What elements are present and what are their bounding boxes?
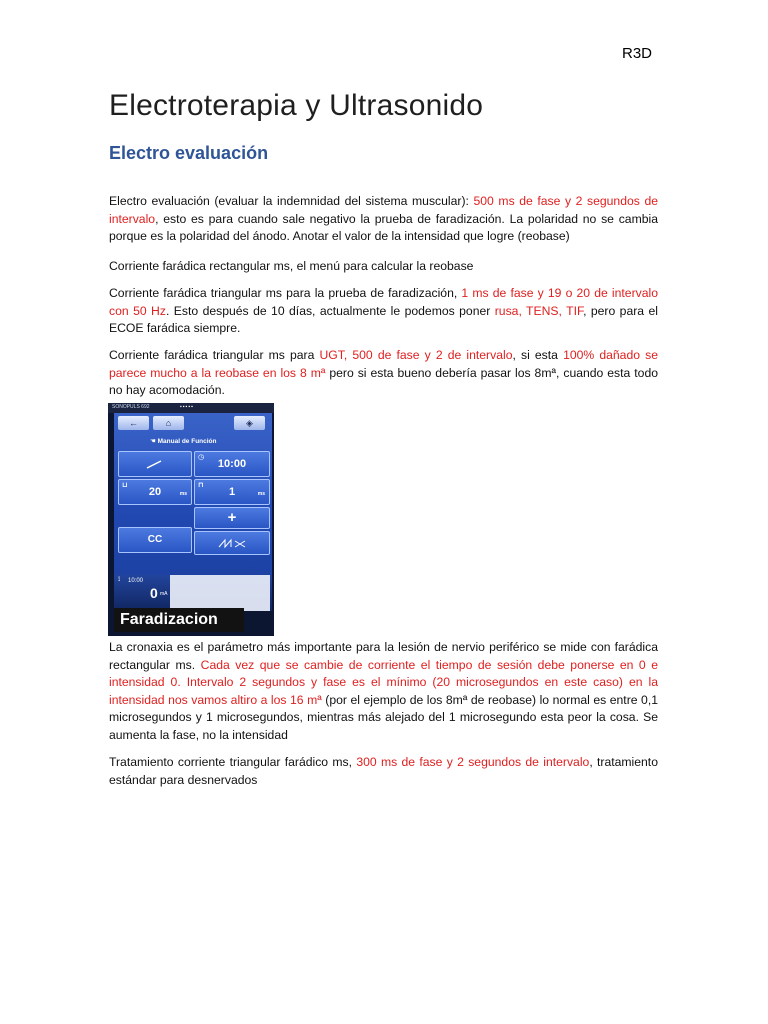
- text-run: , si esta: [512, 348, 564, 362]
- settings-icon: ◈: [234, 416, 265, 430]
- menu-label-text: Manual de Función: [157, 438, 217, 445]
- page-title: Electroterapia y Ultrasonido: [109, 89, 484, 122]
- phase-duration-display: [118, 479, 192, 505]
- paragraph-reobase: [109, 258, 658, 276]
- text-run: pero si esta bueno debería pasar los 8mª, cuando esta todo no hay acomodación.: [109, 365, 658, 398]
- square-pulse-icon: ⊓: [198, 482, 204, 489]
- plus-button: +: [194, 507, 270, 529]
- text-run: , tratamiento estándar para desnervados: [109, 755, 658, 787]
- interval-unit: ms: [257, 491, 265, 497]
- highlight-run: 500 ms de fase y 2 segundos de intervalo: [109, 194, 658, 226]
- back-icon: ←: [118, 416, 149, 430]
- ramp-icon: [145, 458, 165, 470]
- paragraph-electro-evaluacion: [109, 193, 658, 246]
- phase-value: 20: [148, 486, 162, 498]
- waveform-select-button: [194, 531, 270, 555]
- text-run: La cronaxia es el parámetro más importante para la lesión de nervio periférico se mide con farádica rectangular ms.: [109, 640, 658, 672]
- highlight-run: UGT, 500 de fase y 2 de intervalo: [319, 348, 513, 362]
- time-value: 10:00: [217, 458, 247, 470]
- header-tag: R3D: [622, 45, 653, 62]
- phase-unit: ms: [179, 491, 187, 497]
- lower-time: 10:00: [128, 578, 144, 584]
- text-run: Corriente farádica rectangular ms, el menú para calcular la reobase: [109, 259, 474, 273]
- text-run: Tratamiento corriente triangular farádico ms,: [109, 755, 357, 769]
- paragraph-tratamiento: [109, 754, 658, 789]
- paragraph-ugt: [109, 347, 658, 400]
- device-screenshot: [108, 403, 274, 636]
- paragraph-cronaxia: [109, 639, 658, 745]
- text-run: Corriente farádica triangular ms para la prueba de faradización,: [109, 286, 462, 300]
- section-subtitle: Electro evaluación: [109, 143, 269, 163]
- home-icon: ⌂: [153, 416, 184, 430]
- device-menu-label: ☚ Manual de Función: [150, 438, 217, 445]
- signal-icon: ⟟: [118, 577, 121, 583]
- text-run: , pero para el ECOE farádica siempre.: [109, 303, 658, 336]
- text-run: , esto es para cuando sale negativo la prueba de faradización. La polaridad no se cambia porque es la polaridad del ánodo. Anotar el valor de la intensidad que logre (reobase): [109, 211, 658, 244]
- photo-caption: Faradizacion: [114, 608, 244, 632]
- waveform-ramp-button: [118, 451, 192, 477]
- highlight-run: rusa, TENS, TIF: [494, 303, 584, 318]
- device-brand: SONOPULS 692: [112, 404, 150, 410]
- highlight-run: 100% dañado se parece mucho a la reobase en los 8 mª: [109, 348, 659, 380]
- text-run: Electro evaluación (evaluar la indemnidad del sistema muscular):: [109, 194, 474, 208]
- device-status-dots: ▪▪▪▪▪: [180, 404, 194, 410]
- interval-value: 1: [228, 486, 236, 498]
- interval-display: [194, 479, 270, 505]
- device-panel-overlay: [170, 575, 270, 611]
- text-run: (por el ejemplo de los 8mª de reobase) lo normal es entre 0,1 microsegundos y 1 microsegundos, mientras más alejado del 1 microsegundo esta peor la cosa. Se aumenta la fase, no la intensidad: [109, 692, 658, 742]
- session-time-display: [194, 451, 270, 477]
- intensity-unit: mA: [160, 591, 168, 597]
- text-run: . Esto después de 10 días, actualmente le podemos poner: [165, 303, 495, 318]
- text-run: Corriente farádica triangular ms para: [109, 348, 320, 362]
- pulse-icon: ⊔: [122, 482, 128, 489]
- intensity-value: 0: [150, 585, 158, 601]
- wave-train-icon: [217, 537, 247, 549]
- paragraph-faradizacion: [109, 285, 658, 338]
- highlight-run: Cada vez que se cambie de corriente el tiempo de sesión debe ponerse en 0 e intensidad 0. Intervalo 2 segundos y fase es el mínimo (20 microsegundos en este caso) en la intensidad nos vamos altiro a los 16 mª: [109, 657, 658, 707]
- polarity-cc-button: CC: [118, 527, 192, 553]
- clock-icon: ◷: [198, 454, 205, 461]
- device-top-bar: [108, 403, 274, 413]
- highlight-run: 1 ms de fase y 19 o 20 de intervalo con 50 Hz: [109, 286, 659, 318]
- highlight-run: 300 ms de fase y 2 segundos de intervalo: [356, 755, 590, 769]
